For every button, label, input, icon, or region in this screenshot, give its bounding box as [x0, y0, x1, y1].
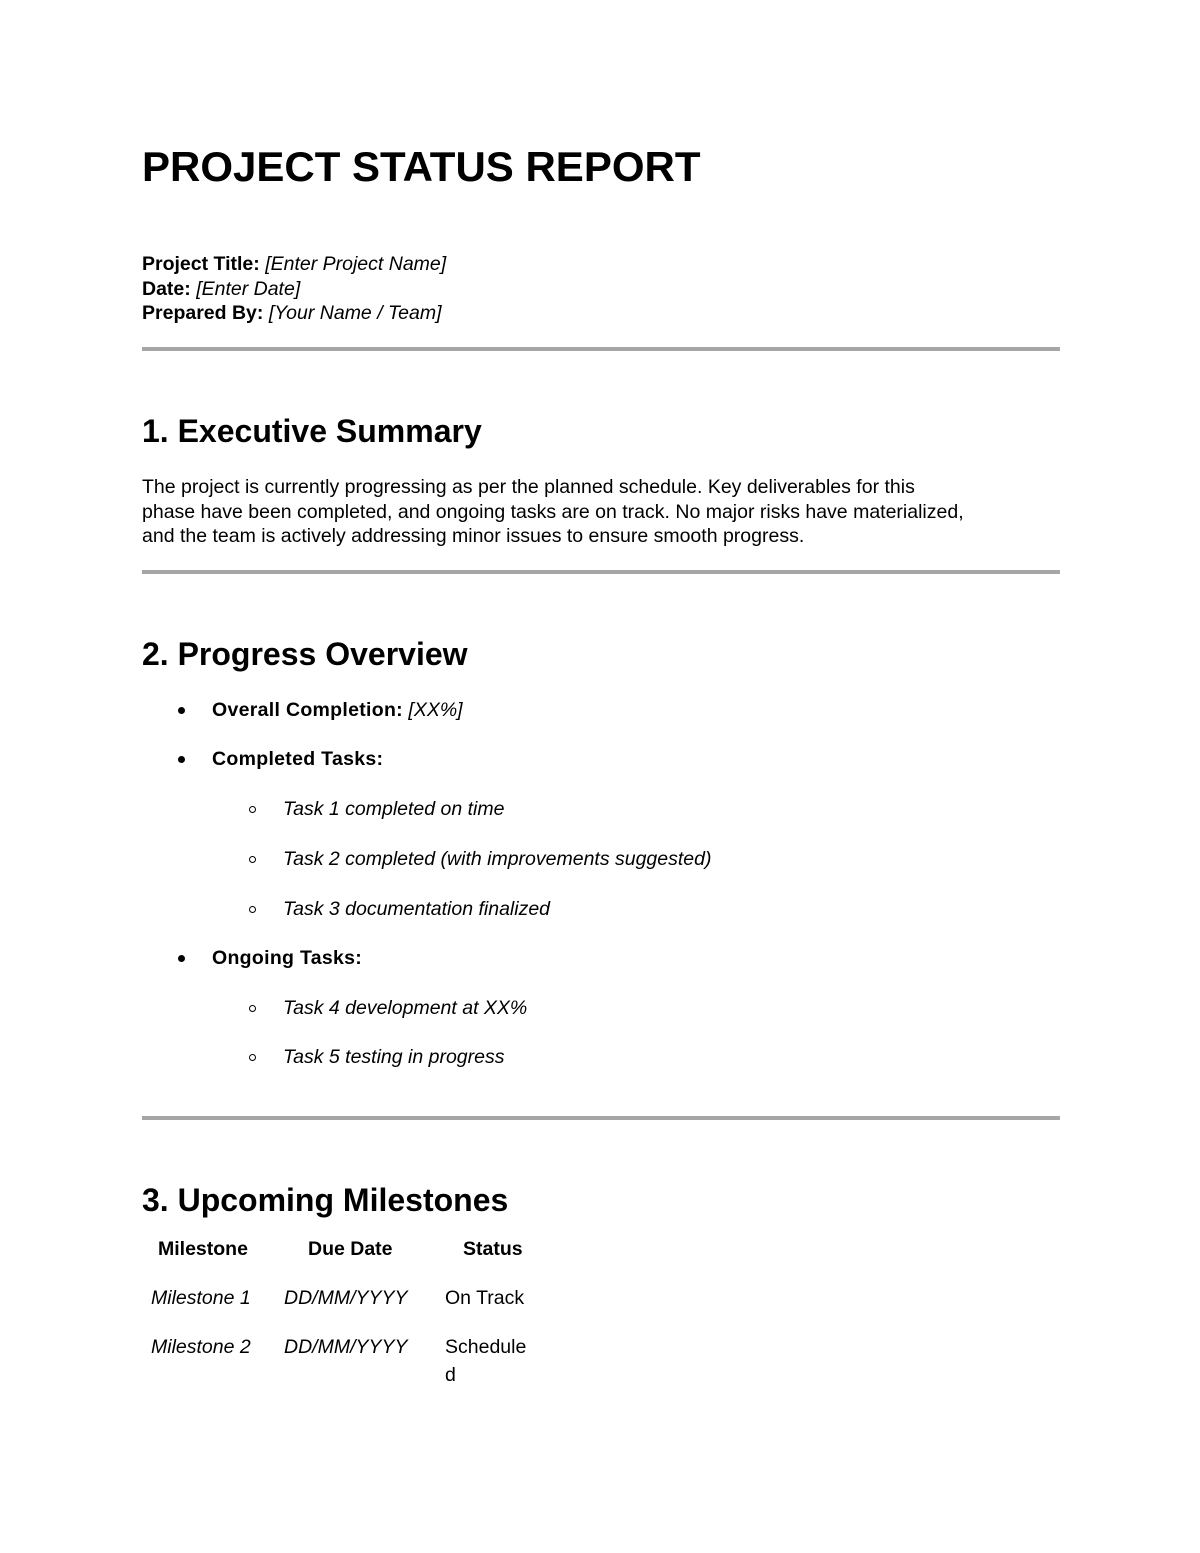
milestone-name-cell: Milestone 1	[151, 1287, 251, 1309]
bullet-disc-icon	[178, 955, 185, 962]
prepared-by-label: Prepared By:	[142, 302, 264, 324]
bullet-circle-icon	[249, 856, 256, 863]
executive-summary-text	[142, 475, 1060, 549]
list-item	[283, 897, 550, 921]
upcoming-milestones-heading: 3. Upcoming Milestones	[142, 1182, 509, 1218]
column-header-due-date: Due Date	[308, 1238, 393, 1260]
bullet-circle-icon	[249, 1005, 256, 1012]
date-row	[142, 277, 446, 302]
document-meta	[142, 252, 446, 326]
list-item	[283, 847, 711, 871]
summary-line: The project is currently progressing as per the planned schedule. Key deliverables for this	[142, 476, 915, 498]
overall-completion-value: [XX%]	[408, 699, 463, 721]
ongoing-tasks-label: Ongoing Tasks:	[212, 947, 363, 969]
completed-task-text: Task 2 completed (with improvements suggested)	[283, 848, 712, 870]
overall-completion-item	[212, 698, 463, 722]
progress-overview-heading: 2. Progress Overview	[142, 636, 468, 672]
completed-task-text: Task 1 completed on time	[283, 798, 505, 820]
bullet-disc-icon	[178, 756, 185, 763]
list-item	[283, 797, 504, 821]
section-divider	[142, 347, 1060, 351]
prepared-by-value: [Your Name / Team]	[268, 302, 442, 324]
ongoing-task-text: Task 4 development at XX%	[283, 997, 528, 1019]
summary-line: and the team is actively addressing minor issues to ensure smooth progress.	[142, 525, 805, 547]
project-title-row	[142, 252, 446, 277]
date-label: Date:	[142, 277, 191, 300]
completed-tasks-item	[212, 747, 383, 771]
bullet-circle-icon	[249, 806, 256, 813]
section-divider	[142, 1116, 1060, 1120]
summary-line: phase have been completed, and ongoing tasks are on track. No major risks have materialized,	[142, 500, 964, 523]
bullet-circle-icon	[249, 1054, 256, 1061]
list-item	[283, 1045, 504, 1069]
executive-summary-heading: 1. Executive Summary	[142, 413, 482, 449]
list-item	[283, 996, 527, 1020]
prepared-by-row	[142, 301, 446, 326]
bullet-circle-icon	[249, 906, 256, 913]
bullet-disc-icon	[178, 707, 185, 714]
status-cell: Schedule	[445, 1336, 527, 1358]
overall-completion-label: Overall Completion:	[212, 699, 403, 721]
status-cell-wrap: d	[445, 1364, 456, 1386]
status-cell: On Track	[445, 1287, 525, 1309]
section-divider	[142, 570, 1060, 574]
ongoing-tasks-item	[212, 946, 362, 970]
completed-task-text: Task 3 documentation finalized	[283, 898, 551, 920]
date-value: [Enter Date]	[196, 277, 301, 300]
ongoing-task-text: Task 5 testing in progress	[283, 1046, 505, 1068]
milestone-name-cell: Milestone 2	[151, 1336, 251, 1358]
project-title-label: Project Title:	[142, 253, 260, 275]
document-title: PROJECT STATUS REPORT	[142, 143, 701, 190]
completed-tasks-label: Completed Tasks:	[212, 748, 384, 770]
project-title-value: [Enter Project Name]	[265, 253, 447, 275]
due-date-cell: DD/MM/YYYY	[284, 1336, 408, 1358]
due-date-cell: DD/MM/YYYY	[284, 1287, 408, 1309]
column-header-status: Status	[463, 1238, 523, 1260]
document-page	[142, 0, 1060, 1553]
column-header-milestone: Milestone	[158, 1238, 248, 1260]
